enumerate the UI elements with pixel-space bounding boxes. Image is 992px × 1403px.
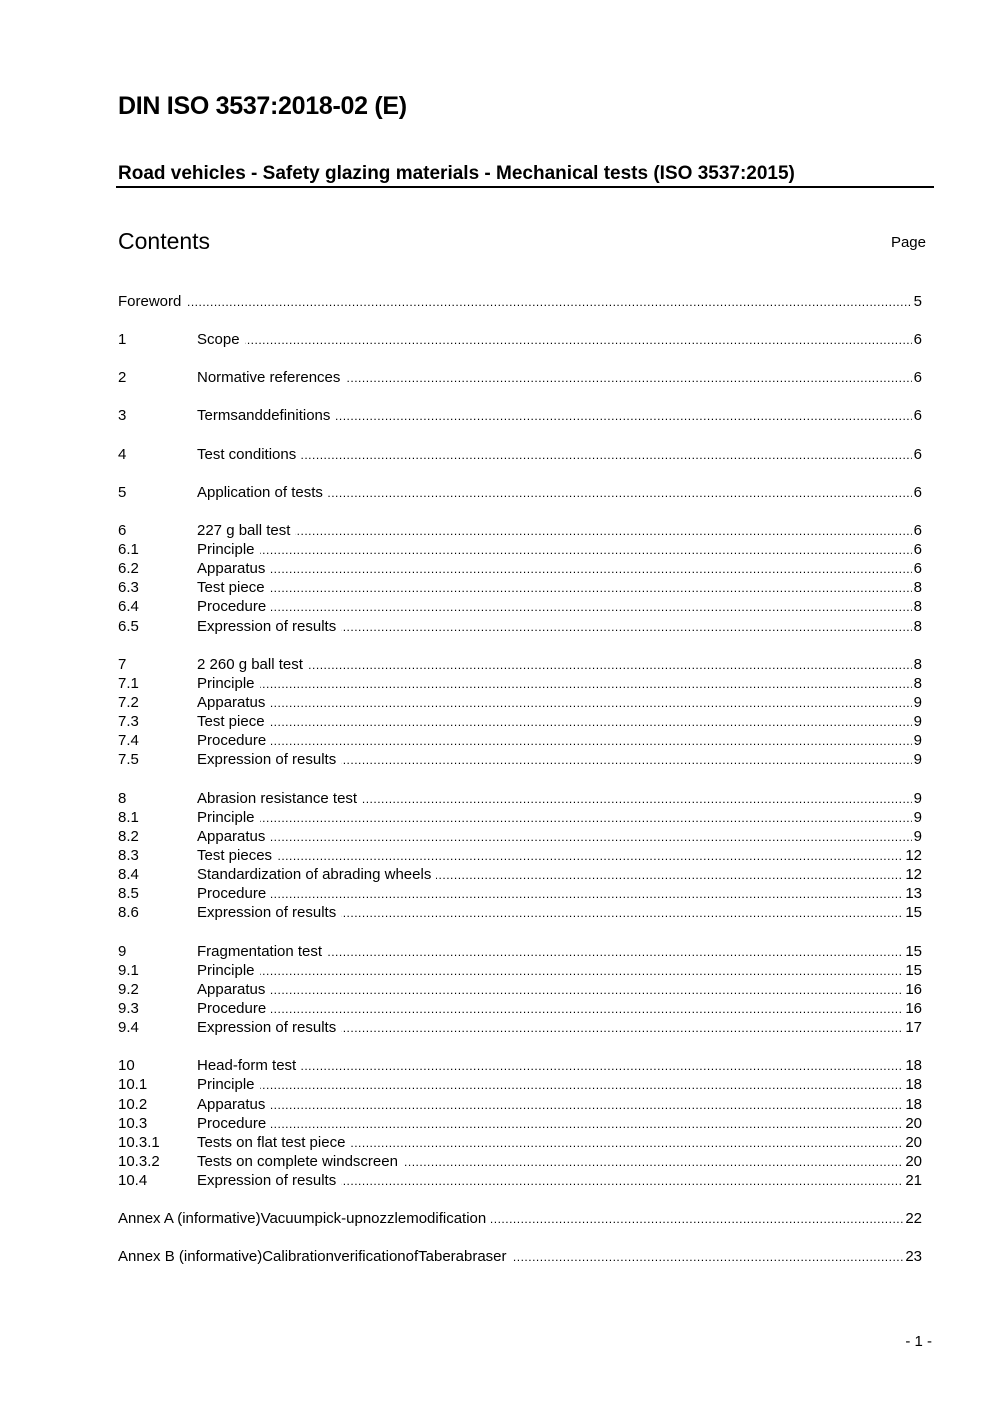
toc-entry-number: 5 [118,483,196,502]
toc-entry-page: 6 [913,407,922,425]
toc-dot-leader [197,808,922,827]
toc-entry-title: Test piece [197,712,270,731]
toc-entry[interactable] [118,942,922,961]
toc-entry-title: Procedure [197,999,271,1018]
toc-entry[interactable] [118,903,922,922]
toc-entry-page: 6 [913,369,922,387]
toc-entry-page: 15 [905,942,922,960]
toc-entry-page: 6 [913,521,922,539]
toc-dot-leader [197,330,922,349]
toc-dot-leader [197,827,922,846]
toc-dot-leader [197,731,922,750]
toc-entry-number: 2 [118,368,196,387]
toc-dot-leader [197,540,922,559]
toc-entry[interactable] [118,1247,922,1266]
toc-entry-number: 10.3 [118,1114,196,1133]
toc-entry-title: 227 g ball test [197,521,295,540]
toc-entry-page: 12 [905,866,922,884]
toc-entry-number: 9.1 [118,961,196,980]
toc-entry[interactable] [118,292,922,311]
toc-entry-page: 12 [905,846,922,864]
toc-entry-page: 16 [905,999,922,1017]
toc-entry-number: 6.5 [118,617,196,636]
document-id: DIN ISO 3537:2018-02 (E) [118,92,407,120]
toc-entry-page: 8 [913,598,922,616]
toc-entry-page: 13 [905,885,922,903]
toc-entry-title: Fragmentation test [197,942,327,961]
toc-entry-title: Annex A (informative)Vacuumpick-upnozzlemodification [118,1209,491,1228]
toc-entry-number: 7.4 [118,731,196,750]
toc-entry-title: Head-form test [197,1056,301,1075]
toc-entry[interactable] [118,1171,922,1190]
document-title: Road vehicles - Safety glazing materials - Mechanical tests (ISO 3537:2015) [118,163,795,184]
toc-entry-number: 10.4 [118,1171,196,1190]
toc-entry-page: 18 [905,1095,922,1113]
toc-entry[interactable] [118,827,922,846]
toc-entry-page: 9 [913,713,922,731]
toc-entry[interactable] [118,999,922,1018]
toc-entry-number: 9.4 [118,1018,196,1037]
toc-entry-title: Expression of results [197,1018,341,1037]
toc-dot-leader [197,1095,922,1114]
toc-entry-title: Test pieces [197,846,277,865]
footer-page-number: - 1 - [905,1333,932,1350]
toc-entry-page: 8 [913,674,922,692]
toc-entry-page: 20 [905,1152,922,1170]
toc-entry[interactable] [118,578,922,597]
toc-entry[interactable] [118,789,922,808]
toc-entry[interactable] [118,865,922,884]
toc-entry-page: 9 [913,827,922,845]
toc-entry-page: 18 [905,1076,922,1094]
toc-entry-number: 7.1 [118,674,196,693]
toc-entry-page: 6 [913,560,922,578]
toc-entry[interactable] [118,674,922,693]
toc-entry-page: 15 [905,904,922,922]
toc-entry-title: 2 260 g ball test [197,655,308,674]
toc-entry-title: Apparatus [197,559,270,578]
toc-entry-page: 9 [913,751,922,769]
toc-entry[interactable] [118,693,922,712]
toc-entry-number: 8.2 [118,827,196,846]
toc-entry-page: 21 [905,1172,922,1190]
toc-entry-title: Principle [197,1075,260,1094]
toc-entry[interactable] [118,712,922,731]
title-underline [116,186,934,188]
toc-entry-title: Expression of results [197,750,341,769]
toc-dot-leader [197,1114,922,1133]
toc-entry-page: 9 [913,732,922,750]
toc-entry-page: 9 [913,693,922,711]
toc-entry-number: 6.2 [118,559,196,578]
toc-entry-page: 16 [905,980,922,998]
toc-entry-number: 10.3.1 [118,1133,196,1152]
toc-entry[interactable] [118,483,922,502]
toc-entry-number: 10 [118,1056,196,1075]
toc-entry[interactable] [118,540,922,559]
toc-dot-leader [197,674,922,693]
toc-entry-page: 6 [913,540,922,558]
toc-entry-number: 9 [118,942,196,961]
toc-dot-leader [197,1056,922,1075]
contents-heading: Contents [118,228,211,254]
toc-dot-leader [118,292,922,311]
toc-entry-title: Procedure [197,1114,271,1133]
toc-entry[interactable] [118,1152,922,1171]
toc-entry-title: Normative references [197,368,345,387]
toc-dot-leader [197,597,922,616]
toc-entry-title: Standardization of abrading wheels [197,865,436,884]
toc-entry-page: 18 [905,1057,922,1075]
toc-entry-page: 6 [913,483,922,501]
toc-entry[interactable] [118,1075,922,1094]
toc-entry-title: Expression of results [197,903,341,922]
toc-entry-title: Procedure [197,884,271,903]
toc-entry-title: Foreword [118,292,186,311]
toc-entry-number: 4 [118,445,196,464]
toc-entry[interactable] [118,445,922,464]
toc-entry-title: Apparatus [197,980,270,999]
toc-entry[interactable] [118,884,922,903]
toc-entry-title: Test conditions [197,445,301,464]
toc-entry-page: 8 [913,617,922,635]
toc-entry-number: 7 [118,655,196,674]
toc-entry-number: 6.4 [118,597,196,616]
toc-entry[interactable] [118,1209,922,1228]
toc-entry-title: Expression of results [197,1171,341,1190]
toc-entry-number: 9.3 [118,999,196,1018]
toc-entry-page: 9 [913,808,922,826]
toc-entry-title: Apparatus [197,1095,270,1114]
toc-entry-number: 8.3 [118,846,196,865]
toc-entry-title: Scope [197,330,245,349]
toc-entry-page: 17 [905,1019,922,1037]
toc-entry-number: 8.4 [118,865,196,884]
toc-entry-title: Tests on complete windscreen [197,1152,403,1171]
toc-entry-page: 20 [905,1114,922,1132]
toc-entry-title: Principle [197,961,260,980]
toc-entry-page: 23 [905,1248,922,1266]
toc-dot-leader [197,559,922,578]
toc-entry-title: Application of tests [197,483,328,502]
toc-entry[interactable] [118,808,922,827]
toc-entry-title: Procedure [197,597,271,616]
toc-entry-number: 8.6 [118,903,196,922]
toc-entry-title: Abrasion resistance test [197,789,362,808]
toc-entry-page: 6 [913,445,922,463]
toc-entry-title: Procedure [197,731,271,750]
toc-entry[interactable] [118,406,922,425]
toc-entry[interactable] [118,655,922,674]
toc-entry[interactable] [118,521,922,540]
toc-entry-page: 8 [913,655,922,673]
toc-dot-leader [197,999,922,1018]
toc-entry[interactable] [118,961,922,980]
toc-entry[interactable] [118,1133,922,1152]
toc-dot-leader [197,712,922,731]
toc-entry-title: Apparatus [197,693,270,712]
toc-dot-leader [197,578,922,597]
toc-entry-title: Annex B (informative)CalibrationverificationofTaberabraser [118,1247,512,1266]
toc-entry-page: 6 [913,331,922,349]
toc-entry-number: 7.3 [118,712,196,731]
toc-entry-number: 8.1 [118,808,196,827]
toc-dot-leader [197,693,922,712]
toc-entry-number: 1 [118,330,196,349]
toc-entry-number: 8.5 [118,884,196,903]
toc-entry-page: 22 [905,1210,922,1228]
toc-entry[interactable] [118,1114,922,1133]
toc-dot-leader [197,884,922,903]
toc-entry[interactable] [118,559,922,578]
toc-entry-title: Principle [197,540,260,559]
toc-entry-number: 10.1 [118,1075,196,1094]
toc-entry-number: 10.2 [118,1095,196,1114]
toc-entry[interactable] [118,597,922,616]
toc-entry-title: Termsanddefinitions [197,406,335,425]
toc-entry-page: 8 [913,579,922,597]
toc-entry-number: 3 [118,406,196,425]
toc-entry-number: 8 [118,789,196,808]
toc-entry-number: 7.5 [118,750,196,769]
toc-entry[interactable] [118,330,922,349]
toc-entry-number: 10.3.2 [118,1152,196,1171]
toc-entry[interactable] [118,368,922,387]
toc-entry-title: Tests on flat test piece [197,1133,350,1152]
table-of-contents [118,292,922,1266]
toc-entry-number: 6.1 [118,540,196,559]
toc-entry-title: Apparatus [197,827,270,846]
toc-entry-title: Principle [197,808,260,827]
toc-dot-leader [197,1075,922,1094]
toc-entry-page: 9 [913,789,922,807]
page-column-heading: Page [890,234,926,251]
toc-dot-leader [197,445,922,464]
toc-entry[interactable] [118,617,922,636]
toc-entry-title: Principle [197,674,260,693]
toc-entry[interactable] [118,750,922,769]
toc-entry-number: 9.2 [118,980,196,999]
toc-entry-number: 6.3 [118,578,196,597]
toc-entry[interactable] [118,731,922,750]
toc-entry-title: Test piece [197,578,270,597]
toc-dot-leader [197,846,922,865]
toc-entry-page: 15 [905,961,922,979]
toc-dot-leader [197,961,922,980]
toc-entry-page: 5 [913,293,922,310]
toc-entry[interactable] [118,846,922,865]
toc-entry-number: 7.2 [118,693,196,712]
toc-dot-leader [197,521,922,540]
toc-entry[interactable] [118,1018,922,1037]
toc-dot-leader [197,980,922,999]
toc-entry[interactable] [118,1056,922,1075]
toc-entry[interactable] [118,1095,922,1114]
toc-entry-page: 20 [905,1133,922,1151]
toc-entry-title: Expression of results [197,617,341,636]
toc-entry-number: 6 [118,521,196,540]
toc-entry[interactable] [118,980,922,999]
